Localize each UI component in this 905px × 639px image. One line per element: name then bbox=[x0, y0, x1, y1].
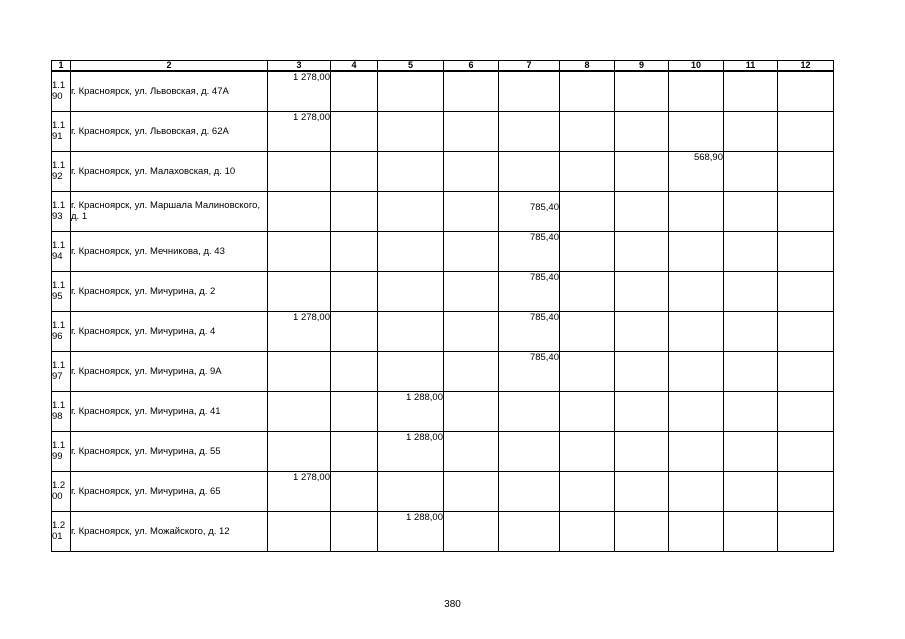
header-cell: 6 bbox=[444, 61, 499, 72]
value-cell bbox=[724, 71, 778, 111]
value-cell bbox=[444, 191, 499, 231]
value-cell bbox=[331, 391, 378, 431]
value-cell bbox=[778, 191, 834, 231]
value-cell bbox=[560, 151, 615, 191]
header-cell: 2 bbox=[71, 61, 268, 72]
value-cell bbox=[560, 391, 615, 431]
value-cell bbox=[669, 71, 724, 111]
value-cell bbox=[778, 271, 834, 311]
value-cell bbox=[499, 111, 560, 151]
value-cell bbox=[778, 511, 834, 551]
row-number: 1.2 00 bbox=[52, 471, 71, 511]
value-cell bbox=[615, 191, 669, 231]
value-cell bbox=[331, 511, 378, 551]
row-number: 1.1 90 bbox=[52, 71, 71, 111]
value-cell bbox=[615, 351, 669, 391]
address-cell: г. Красноярск, ул. Мичурина, д. 65 bbox=[71, 471, 268, 511]
value-cell bbox=[444, 391, 499, 431]
table-row bbox=[52, 351, 834, 391]
row-number: 1.2 01 bbox=[52, 511, 71, 551]
row-number: 1.1 97 bbox=[52, 351, 71, 391]
value-cell bbox=[378, 471, 444, 511]
value-cell bbox=[378, 231, 444, 271]
header-cell: 5 bbox=[378, 61, 444, 72]
table-row bbox=[52, 511, 834, 551]
value-cell bbox=[560, 191, 615, 231]
table-row bbox=[52, 151, 834, 191]
value-cell bbox=[778, 231, 834, 271]
value-cell bbox=[331, 231, 378, 271]
value-cell bbox=[615, 431, 669, 471]
value-cell bbox=[331, 431, 378, 471]
value-cell bbox=[669, 271, 724, 311]
row-number: 1.1 95 bbox=[52, 271, 71, 311]
value-cell bbox=[331, 151, 378, 191]
value-cell bbox=[560, 231, 615, 271]
address-cell: г. Красноярск, ул. Мичурина, д. 41 bbox=[71, 391, 268, 431]
address-cell: г. Красноярск, ул. Львовская, д. 62А bbox=[71, 111, 268, 151]
table-body bbox=[52, 71, 834, 551]
value-cell bbox=[724, 231, 778, 271]
table-row bbox=[52, 111, 834, 151]
value-cell bbox=[560, 111, 615, 151]
value-cell: 785,40 bbox=[499, 271, 560, 311]
header-cell: 12 bbox=[778, 61, 834, 72]
value-cell bbox=[378, 111, 444, 151]
address-cell: г. Красноярск, ул. Маршала Малиновского, д. 1 bbox=[71, 191, 268, 231]
row-number: 1.1 96 bbox=[52, 311, 71, 351]
value-cell bbox=[778, 471, 834, 511]
value-cell: 1 278,00 bbox=[268, 111, 331, 151]
header-cell: 1 bbox=[52, 61, 71, 72]
value-cell bbox=[560, 271, 615, 311]
value-cell bbox=[331, 311, 378, 351]
value-cell bbox=[268, 351, 331, 391]
value-cell bbox=[268, 231, 331, 271]
value-cell bbox=[560, 71, 615, 111]
value-cell bbox=[444, 271, 499, 311]
row-number: 1.1 94 bbox=[52, 231, 71, 271]
value-cell bbox=[560, 431, 615, 471]
value-cell bbox=[268, 391, 331, 431]
value-cell bbox=[724, 311, 778, 351]
value-cell bbox=[331, 191, 378, 231]
value-cell bbox=[378, 271, 444, 311]
value-cell bbox=[331, 71, 378, 111]
address-cell: г. Красноярск, ул. Малаховская, д. 10 bbox=[71, 151, 268, 191]
address-cell: г. Красноярск, ул. Мичурина, д. 9А bbox=[71, 351, 268, 391]
value-cell bbox=[499, 431, 560, 471]
address-cell: г. Красноярск, ул. Мичурина, д. 4 bbox=[71, 311, 268, 351]
value-cell: 785,40 bbox=[499, 311, 560, 351]
table-row bbox=[52, 431, 834, 471]
value-cell bbox=[378, 311, 444, 351]
value-cell bbox=[724, 351, 778, 391]
value-cell bbox=[499, 151, 560, 191]
value-cell bbox=[778, 351, 834, 391]
value-cell bbox=[444, 431, 499, 471]
value-cell bbox=[378, 151, 444, 191]
value-cell bbox=[724, 191, 778, 231]
header-cell: 10 bbox=[669, 61, 724, 72]
table-header bbox=[52, 61, 834, 72]
address-cell: г. Красноярск, ул. Мичурина, д. 55 bbox=[71, 431, 268, 471]
value-cell bbox=[778, 431, 834, 471]
header-cell: 7 bbox=[499, 61, 560, 72]
table-row bbox=[52, 71, 834, 111]
value-cell bbox=[615, 151, 669, 191]
value-cell bbox=[378, 351, 444, 391]
row-number: 1.1 98 bbox=[52, 391, 71, 431]
address-cell: г. Красноярск, ул. Мечникова, д. 43 bbox=[71, 231, 268, 271]
value-cell: 1 278,00 bbox=[268, 71, 331, 111]
value-cell: 1 278,00 bbox=[268, 311, 331, 351]
value-cell bbox=[669, 471, 724, 511]
value-cell bbox=[331, 271, 378, 311]
value-cell: 1 288,00 bbox=[378, 511, 444, 551]
table-row bbox=[52, 191, 834, 231]
value-cell: 1 288,00 bbox=[378, 391, 444, 431]
value-cell bbox=[669, 191, 724, 231]
value-cell bbox=[331, 471, 378, 511]
value-cell bbox=[560, 351, 615, 391]
value-cell bbox=[378, 191, 444, 231]
value-cell bbox=[268, 271, 331, 311]
value-cell bbox=[669, 511, 724, 551]
value-cell bbox=[724, 111, 778, 151]
row-number: 1.1 92 bbox=[52, 151, 71, 191]
value-cell bbox=[615, 231, 669, 271]
value-cell: 1 278,00 bbox=[268, 471, 331, 511]
value-cell bbox=[499, 511, 560, 551]
value-cell bbox=[778, 111, 834, 151]
value-cell bbox=[444, 471, 499, 511]
value-cell bbox=[724, 511, 778, 551]
page-number: 380 bbox=[444, 599, 461, 610]
value-cell bbox=[669, 351, 724, 391]
value-cell bbox=[331, 351, 378, 391]
value-cell bbox=[499, 71, 560, 111]
value-cell bbox=[669, 431, 724, 471]
value-cell bbox=[560, 511, 615, 551]
header-cell: 4 bbox=[331, 61, 378, 72]
table-row bbox=[52, 231, 834, 271]
value-cell bbox=[444, 151, 499, 191]
data-table bbox=[51, 60, 834, 552]
value-cell bbox=[444, 71, 499, 111]
value-cell bbox=[268, 151, 331, 191]
row-number: 1.1 93 bbox=[52, 191, 71, 231]
value-cell bbox=[560, 471, 615, 511]
value-cell bbox=[444, 311, 499, 351]
value-cell bbox=[615, 111, 669, 151]
table-row bbox=[52, 271, 834, 311]
header-cell: 11 bbox=[724, 61, 778, 72]
address-cell: г. Красноярск, ул. Мичурина, д. 2 bbox=[71, 271, 268, 311]
value-cell bbox=[778, 311, 834, 351]
value-cell bbox=[724, 471, 778, 511]
value-cell bbox=[615, 511, 669, 551]
value-cell bbox=[560, 311, 615, 351]
value-cell bbox=[669, 311, 724, 351]
value-cell bbox=[615, 471, 669, 511]
value-cell bbox=[724, 431, 778, 471]
value-cell bbox=[444, 351, 499, 391]
address-cell: г. Красноярск, ул. Львовская, д. 47А bbox=[71, 71, 268, 111]
value-cell bbox=[615, 311, 669, 351]
value-cell bbox=[444, 231, 499, 271]
value-cell bbox=[724, 271, 778, 311]
value-cell bbox=[268, 511, 331, 551]
value-cell bbox=[378, 71, 444, 111]
value-cell bbox=[669, 391, 724, 431]
value-cell bbox=[615, 391, 669, 431]
row-number: 1.1 99 bbox=[52, 431, 71, 471]
value-cell bbox=[499, 471, 560, 511]
value-cell bbox=[778, 391, 834, 431]
table-row bbox=[52, 391, 834, 431]
value-cell bbox=[778, 71, 834, 111]
value-cell: 1 288,00 bbox=[378, 431, 444, 471]
value-cell bbox=[268, 191, 331, 231]
value-cell: 785,40 bbox=[499, 351, 560, 391]
header-row bbox=[52, 61, 834, 72]
value-cell bbox=[724, 151, 778, 191]
value-cell bbox=[444, 511, 499, 551]
value-cell: 785,40 bbox=[499, 231, 560, 271]
value-cell bbox=[778, 151, 834, 191]
header-cell: 3 bbox=[268, 61, 331, 72]
value-cell bbox=[669, 231, 724, 271]
table-row bbox=[52, 311, 834, 351]
address-cell: г. Красноярск, ул. Можайского, д. 12 bbox=[71, 511, 268, 551]
value-cell bbox=[615, 271, 669, 311]
value-cell bbox=[724, 391, 778, 431]
row-number: 1.1 91 bbox=[52, 111, 71, 151]
header-cell: 8 bbox=[560, 61, 615, 72]
header-cell: 9 bbox=[615, 61, 669, 72]
value-cell bbox=[331, 111, 378, 151]
value-cell bbox=[268, 431, 331, 471]
value-cell bbox=[615, 71, 669, 111]
value-cell bbox=[669, 111, 724, 151]
value-cell: 785,40 bbox=[499, 191, 560, 231]
table-row bbox=[52, 471, 834, 511]
value-cell bbox=[444, 111, 499, 151]
value-cell: 568,90 bbox=[669, 151, 724, 191]
value-cell bbox=[499, 391, 560, 431]
